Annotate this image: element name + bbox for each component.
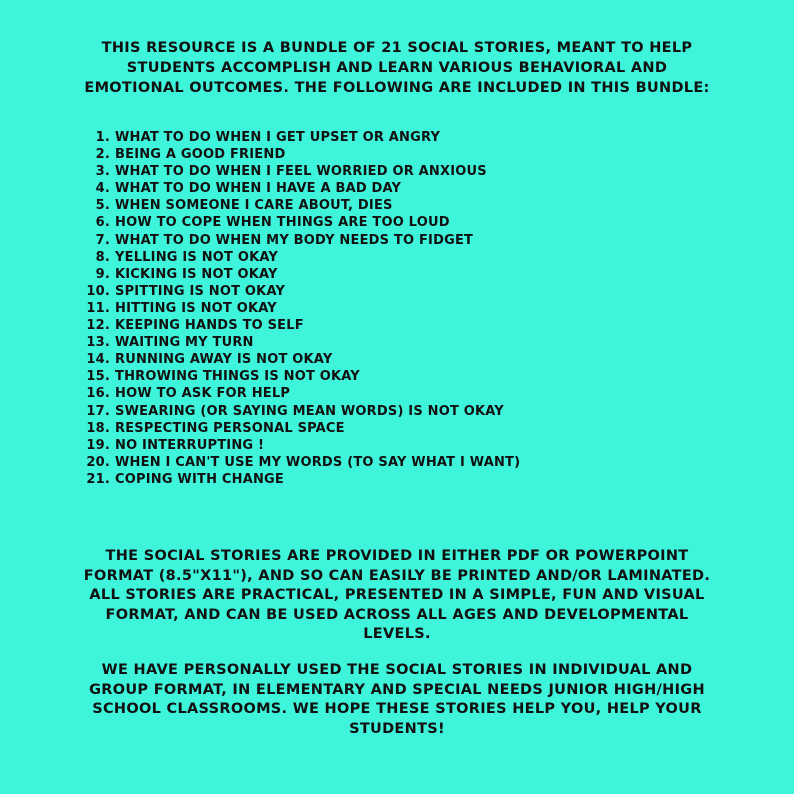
list-item bbox=[78, 385, 520, 402]
list-item-number: 7. bbox=[95, 232, 110, 248]
list-item-title: KICKING IS NOT OKAY bbox=[115, 266, 278, 282]
list-item bbox=[78, 163, 520, 180]
list-item-number: 16. bbox=[86, 386, 110, 402]
list-item-number: 18. bbox=[86, 420, 110, 436]
list-item-title: YELLING IS NOT OKAY bbox=[115, 249, 278, 265]
list-item-title: WHEN SOMEONE I CARE ABOUT, DIES bbox=[115, 198, 393, 214]
list-item-title: BEING A GOOD FRIEND bbox=[115, 147, 286, 163]
list-item bbox=[78, 180, 520, 197]
list-item-number: 5. bbox=[95, 198, 110, 214]
list-item bbox=[78, 214, 520, 231]
list-item bbox=[78, 129, 520, 146]
list-item-number: 3. bbox=[95, 164, 110, 180]
list-item bbox=[78, 249, 520, 266]
list-item-title: WHAT TO DO WHEN I FEEL WORRIED OR ANXIOUS bbox=[115, 164, 487, 180]
list-item-number: 21. bbox=[86, 471, 110, 487]
list-item-number: 1. bbox=[95, 130, 110, 145]
list-item-number: 13. bbox=[86, 335, 110, 351]
list-item-number: 11. bbox=[86, 300, 110, 316]
list-item-number: 9. bbox=[95, 266, 110, 282]
list-item-title: WAITING MY TURN bbox=[115, 335, 254, 351]
list-item-title: HOW TO ASK FOR HELP bbox=[115, 386, 291, 402]
list-item bbox=[78, 334, 520, 351]
list-item bbox=[78, 283, 520, 300]
intro-paragraph: THIS RESOURCE IS A BUNDLE OF 21 SOCIAL STORIES, MEANT TO HELP STUDENTS ACCOMPLISH AND LEARN VARIOUS BEHAVIORAL AND EMOTIONAL OUTCOMES. THE FOLLOWING ARE INCLUDED IN THIS BUNDLE: bbox=[84, 40, 710, 96]
list-item bbox=[78, 232, 520, 249]
list-item-title: NO INTERRUPTING ! bbox=[115, 437, 265, 453]
list-item-title: WHAT TO DO WHEN I GET UPSET OR ANGRY bbox=[115, 130, 441, 145]
list-item bbox=[78, 300, 520, 317]
list-item bbox=[78, 317, 520, 334]
list-item-title: COPING WITH CHANGE bbox=[115, 471, 284, 487]
usage-paragraph: WE HAVE PERSONALLY USED THE SOCIAL STORIES IN INDIVIDUAL AND GROUP FORMAT, IN ELEMENTARY AND SPECIAL NEEDS JUNIOR HIGH/HIGH SCHOOL CLASSROOMS. WE HOPE THESE STORIES HELP YOU, HELP YOUR STUDENTS! bbox=[89, 662, 705, 737]
list-item-number: 6. bbox=[95, 215, 110, 231]
list-item-number: 2. bbox=[95, 147, 110, 163]
list-item-number: 15. bbox=[86, 369, 110, 385]
list-item-title: THROWING THINGS IS NOT OKAY bbox=[115, 369, 360, 385]
list-item bbox=[78, 351, 520, 368]
list-item bbox=[78, 197, 520, 214]
list-item-title: SWEARING (OR SAYING MEAN WORDS) IS NOT OKAY bbox=[115, 403, 504, 419]
list-item bbox=[78, 471, 520, 488]
list-item-title: SPITTING IS NOT OKAY bbox=[115, 283, 286, 299]
list-item-title: WHAT TO DO WHEN I HAVE A BAD DAY bbox=[115, 181, 402, 197]
list-item bbox=[78, 454, 520, 471]
list-item bbox=[78, 403, 520, 420]
list-item bbox=[78, 420, 520, 437]
list-item-number: 10. bbox=[86, 283, 110, 299]
list-item bbox=[78, 368, 520, 385]
social-stories-list bbox=[78, 129, 520, 488]
list-item-title: WHAT TO DO WHEN MY BODY NEEDS TO FIDGET bbox=[115, 232, 474, 248]
list-item-number: 14. bbox=[86, 352, 110, 368]
list-item-number: 12. bbox=[86, 318, 110, 334]
list-item-number: 19. bbox=[86, 437, 110, 453]
list-item bbox=[78, 266, 520, 283]
list-item-title: RESPECTING PERSONAL SPACE bbox=[115, 420, 345, 436]
list-item-number: 17. bbox=[86, 403, 110, 419]
list-item-title: WHEN I CAN'T USE MY WORDS (TO SAY WHAT I WANT) bbox=[115, 454, 521, 470]
list-item-number: 8. bbox=[95, 249, 110, 265]
list-item-number: 4. bbox=[95, 181, 110, 197]
list-item bbox=[78, 146, 520, 163]
list-item-title: RUNNING AWAY IS NOT OKAY bbox=[115, 352, 333, 368]
list-item-title: KEEPING HANDS TO SELF bbox=[115, 318, 304, 334]
list-item-number: 20. bbox=[86, 454, 110, 470]
format-paragraph: THE SOCIAL STORIES ARE PROVIDED IN EITHER PDF OR POWERPOINT FORMAT (8.5"X11"), AND SO CAN EASILY BE PRINTED AND/OR LAMINATED. ALL STORIES ARE PRACTICAL, PRESENTED IN A SIMPLE, FUN AND VISUAL FORMAT, AND CAN BE USED ACROSS ALL AGES AND DEVELOPMENTAL LEVELS. bbox=[83, 548, 711, 642]
list-item-title: HOW TO COPE WHEN THINGS ARE TOO LOUD bbox=[115, 215, 450, 231]
list-item-title: HITTING IS NOT OKAY bbox=[115, 300, 277, 316]
list-item bbox=[78, 437, 520, 454]
